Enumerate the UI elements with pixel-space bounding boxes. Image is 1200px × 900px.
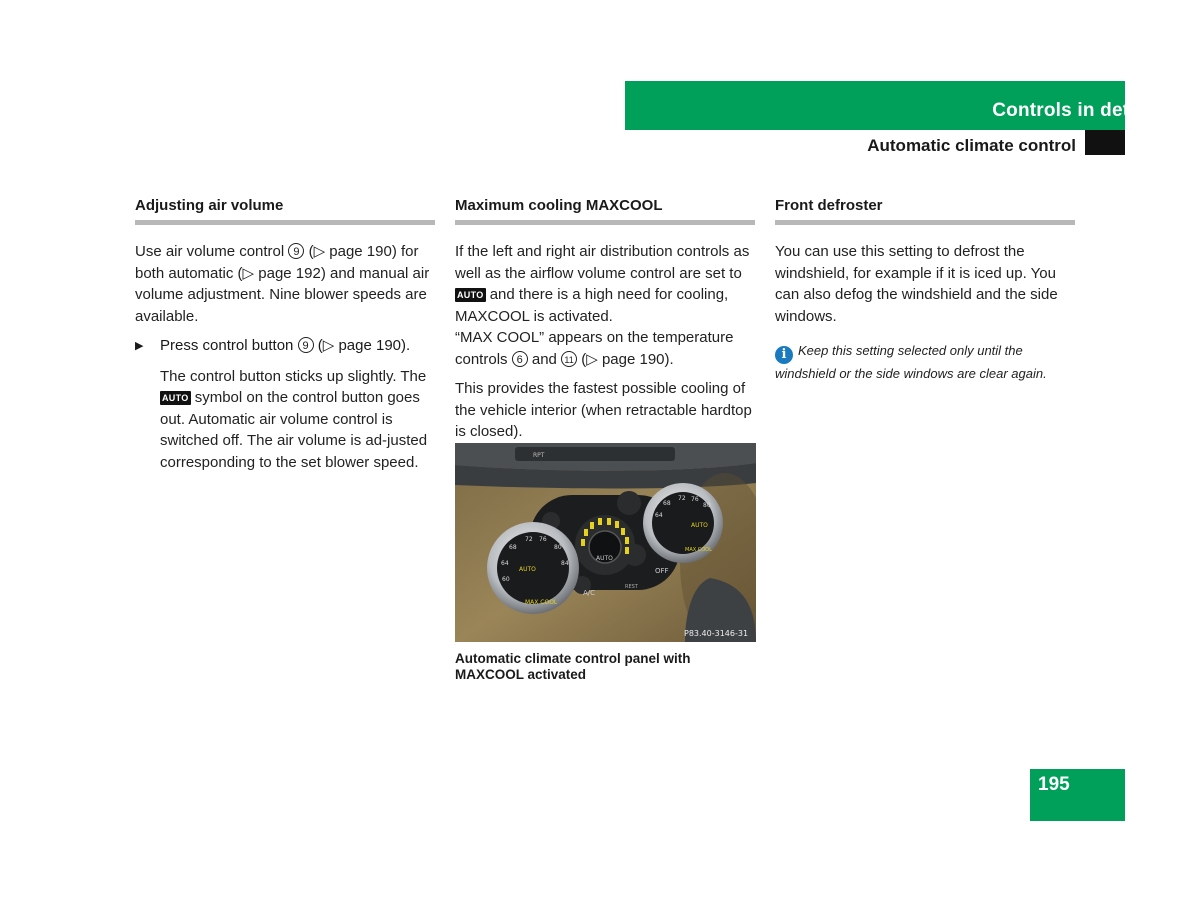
- auto-symbol-icon: AUTO: [162, 393, 189, 403]
- right-temp-72: 72: [678, 495, 686, 502]
- right-temp-80: 80: [703, 502, 711, 509]
- auto-symbol-icon: AUTO: [457, 290, 484, 300]
- ref-number-6: 6: [512, 351, 528, 367]
- page-number: 195: [1038, 774, 1070, 795]
- bullet-step: [135, 335, 435, 358]
- column-front-defroster: [775, 196, 1075, 383]
- text: and there is a high need for cooling, MAXCOOL is activated.: [455, 286, 729, 325]
- text: Use air volume control: [135, 243, 289, 260]
- text: If the left and right air distribution controls as well as the airflow volume control are set to: [455, 243, 750, 282]
- ref-number-9: 9: [298, 337, 314, 353]
- text: (▷ page 190) for both automatic (▷ page 192) and manual air volume adjustment. Nine blower speeds are available.: [135, 243, 430, 325]
- subsection-title: Automatic climate control: [867, 136, 1076, 155]
- left-max-cool-label: MAX COOL: [525, 599, 558, 606]
- left-temp-60: 60: [502, 576, 510, 583]
- text: “MAX COOL” appears on the temperature controls: [455, 329, 734, 368]
- climate-panel-illustration: [455, 443, 756, 642]
- paragraph-maxcool: [455, 241, 755, 370]
- left-auto-label: AUTO: [519, 566, 536, 573]
- ac-label: A/C: [583, 589, 596, 597]
- text: Press control button: [160, 337, 298, 354]
- paragraph-result: [135, 366, 435, 474]
- figure-caption: Automatic climate control panel with MAXCOOL activated: [455, 651, 691, 682]
- ref-number-9: 9: [288, 243, 304, 259]
- ref-number-11: 11: [561, 351, 577, 367]
- right-temp-76: 76: [691, 496, 699, 503]
- left-temp-64: 64: [501, 560, 509, 567]
- bullet-triangle-icon: ▶: [135, 340, 144, 352]
- figure-code: P83.40-3146-31: [684, 629, 749, 638]
- bullet-text: [160, 335, 410, 358]
- column-maxcool: [455, 196, 755, 443]
- rest-label: REST: [625, 584, 638, 590]
- right-auto-label: AUTO: [691, 522, 708, 529]
- right-max-cool-label: MAX COOL: [685, 547, 712, 553]
- off-label: OFF: [655, 567, 669, 575]
- section-title: Controls in detail: [992, 100, 1151, 121]
- left-temp-80: 80: [554, 544, 562, 551]
- paragraph-air-volume: [135, 241, 435, 327]
- note-text: Keep this setting selected only until the windshield or the side windows are clear again.: [775, 343, 1047, 381]
- left-temp-76: 76: [539, 536, 547, 543]
- section-marker: [1085, 130, 1125, 155]
- left-temp-72: 72: [525, 536, 533, 543]
- paragraph-defroster: You can use this setting to defrost the windshield, for example if it is iced up. You can also defog the windshield and the side windows.: [775, 243, 1058, 325]
- text: and: [527, 350, 562, 368]
- info-note: [775, 341, 1075, 383]
- heading-maxcool: Maximum cooling MAXCOOL: [455, 196, 755, 225]
- rpt-label: RPT: [533, 452, 545, 459]
- left-temp-84: 84: [561, 560, 569, 567]
- climate-control-panel-image: [455, 443, 756, 642]
- center-auto-label: AUTO: [596, 555, 613, 562]
- column-adjusting-air-volume: [135, 196, 435, 473]
- text: The control button sticks up slightly. The: [160, 367, 427, 385]
- info-icon: i: [775, 346, 793, 364]
- right-temp-64: 64: [655, 512, 663, 519]
- left-temp-68: 68: [509, 544, 517, 551]
- text: (▷ page 190).: [577, 350, 674, 368]
- heading-adjusting-air-volume: Adjusting air volume: [135, 196, 435, 225]
- paragraph-fastest-cooling: This provides the fastest possible cooling of the vehicle interior (when retractable hardtop is closed).: [455, 380, 752, 440]
- right-temp-68: 68: [663, 500, 671, 507]
- heading-front-defroster: Front defroster: [775, 196, 1075, 225]
- text: symbol on the control button goes out. Automatic air volume control is switched off. The air volume is ad-justed corresponding to the set blower speed.: [160, 389, 428, 471]
- text: (▷ page 190).: [313, 337, 411, 354]
